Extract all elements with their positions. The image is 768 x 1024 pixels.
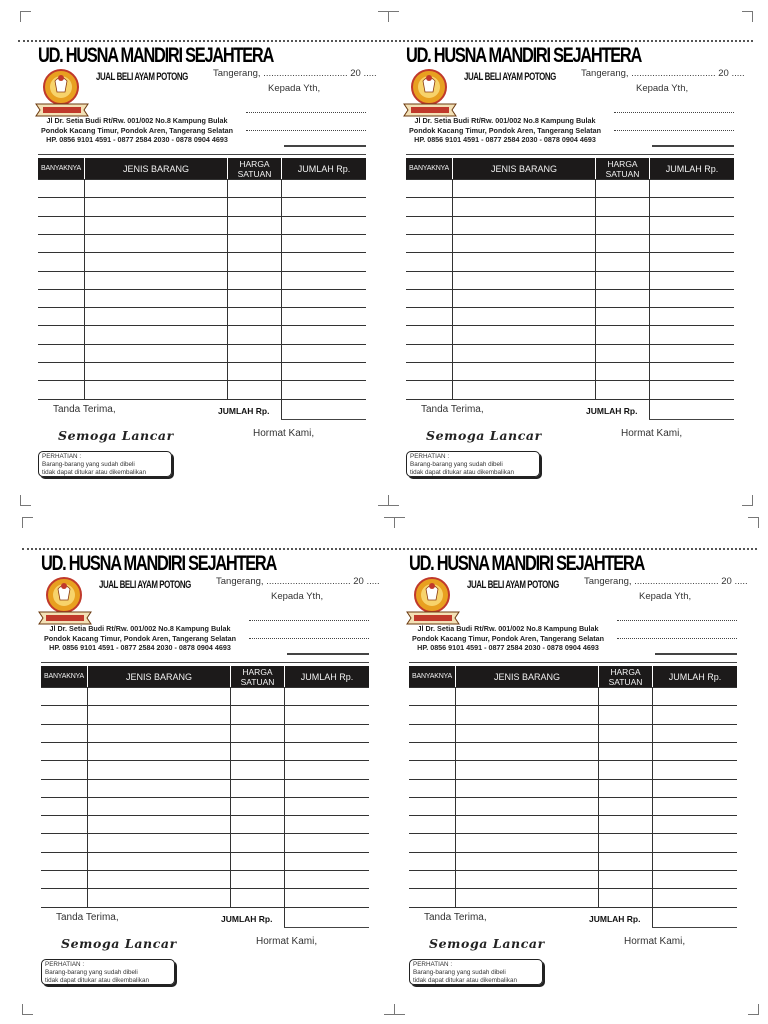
table-row-line (406, 289, 734, 290)
col-jumlah: JUMLAH Rp. (665, 163, 719, 174)
col-banyaknya: BANYAKNYA (41, 165, 81, 172)
slogan: Semoga Lancar (426, 428, 542, 443)
col-jumlah: JUMLAH Rp. (668, 671, 722, 682)
table-row-line (41, 760, 369, 761)
col-banyaknya: BANYAKNYA (412, 673, 452, 680)
company-name: UD. HUSNA MANDIRI SEJAHTERA (41, 552, 277, 575)
signature-sender-label: Hormat Kami, (253, 428, 315, 439)
phone-line: HP. 0856 9101 4591 - 0877 2584 2030 - 0878 0904 4693 (417, 643, 599, 652)
company-address (28, 116, 246, 145)
table-header (38, 158, 366, 179)
table-column-line (84, 179, 85, 399)
rooster-emblem-icon (401, 66, 459, 118)
notice-title: PERHATIAN : (42, 453, 82, 460)
table-row-line (41, 852, 369, 853)
col-satuan-label: SATUAN (605, 168, 640, 179)
recipient-line-3 (652, 145, 734, 147)
table-row-line (409, 687, 737, 688)
company-address (396, 116, 614, 145)
table-column-line (452, 179, 453, 399)
table-row-line (406, 234, 734, 235)
table-column-line (87, 687, 88, 907)
notice-line-1: Barang-barang yang sudah dibeli (413, 969, 506, 976)
table-row-line (38, 380, 366, 381)
company-name: UD. HUSNA MANDIRI SEJAHTERA (409, 552, 645, 575)
table-row-line (406, 216, 734, 217)
recipient-line-1 (249, 620, 369, 621)
table-row-line (406, 380, 734, 381)
notice-line-1: Barang-barang yang sudah dibeli (45, 969, 138, 976)
table-row-line (409, 852, 737, 853)
table-row-line (38, 271, 366, 272)
col-banyaknya: BANYAKNYA (409, 165, 449, 172)
table-row-line (409, 705, 737, 706)
table-column-line (652, 687, 653, 928)
notice-box (406, 451, 540, 477)
table-row-line (409, 779, 737, 780)
col-harga-label: HARGA (239, 158, 270, 169)
rooster-emblem-icon (36, 574, 94, 626)
signature-receiver-label: Tanda Terima, (421, 404, 484, 415)
address-line-2: Pondok Kacang Timur, Pondok Aren, Tangerang Selatan (41, 125, 233, 135)
table-top-rule (38, 154, 366, 155)
col-jenis-barang: JENIS BARANG (490, 163, 557, 174)
crop-mark (748, 517, 759, 528)
crop-mark (748, 1004, 759, 1015)
recipient-label: Kepada Yth, (639, 591, 692, 602)
date-line: Tangerang, ................................ 20 ..... (213, 68, 377, 79)
total-label: JUMLAH Rp. (586, 406, 638, 416)
notice-line-2: tidak dapat ditukar atau dikembalikan (413, 977, 517, 984)
notice-title: PERHATIAN : (413, 961, 453, 968)
cut-line (18, 40, 753, 42)
table-row-line (409, 870, 737, 871)
table-row-line (41, 888, 369, 889)
table-row-line (38, 307, 366, 308)
table-row-line (406, 197, 734, 198)
date-line: Tangerang, ................................ 20 ..... (584, 576, 748, 587)
col-satuan-label: SATUAN (608, 676, 643, 687)
table-column-line (595, 179, 596, 399)
table-row-line (406, 307, 734, 308)
col-jenis-barang: JENIS BARANG (122, 163, 189, 174)
recipient-line-3 (655, 653, 737, 655)
company-address (31, 624, 249, 653)
total-label: JUMLAH Rp. (589, 914, 641, 924)
signature-receiver-label: Tanda Terima, (56, 912, 119, 923)
address-line-1: Jl Dr. Setia Budi Rt/Rw. 001/002 No.8 Kampung Bulak (49, 624, 231, 633)
table-row-line (409, 815, 737, 816)
table-column-line (230, 687, 231, 907)
signature-receiver-label: Tanda Terima, (53, 404, 116, 415)
table-row-line (38, 252, 366, 253)
table-column-line (598, 687, 599, 907)
table-header (41, 666, 369, 687)
table-row-line (38, 179, 366, 180)
crop-mark (22, 1004, 33, 1015)
notice-line-1: Barang-barang yang sudah dibeli (410, 461, 503, 468)
table-top-rule (406, 154, 734, 155)
table-row-line (409, 833, 737, 834)
address-line-1: Jl Dr. Setia Budi Rt/Rw. 001/002 No.8 Kampung Bulak (417, 624, 599, 633)
phone-line: HP. 0856 9101 4591 - 0877 2584 2030 - 0878 0904 4693 (414, 135, 596, 144)
recipient-line-1 (617, 620, 737, 621)
table-column-line (227, 179, 228, 399)
company-name: UD. HUSNA MANDIRI SEJAHTERA (406, 44, 642, 67)
table-row-line (38, 344, 366, 345)
col-satuan-label: SATUAN (240, 676, 275, 687)
total-label: JUMLAH Rp. (221, 914, 273, 924)
address-line-1: Jl Dr. Setia Budi Rt/Rw. 001/002 No.8 Kampung Bulak (414, 116, 596, 125)
recipient-label: Kepada Yth, (271, 591, 324, 602)
col-banyaknya: BANYAKNYA (44, 673, 84, 680)
table-header (409, 666, 737, 687)
crop-mark (742, 495, 753, 506)
phone-line: HP. 0856 9101 4591 - 0877 2584 2030 - 0878 0904 4693 (49, 643, 231, 652)
table-row-line (406, 344, 734, 345)
table-column-line (455, 687, 456, 907)
signature-sender-label: Hormat Kami, (621, 428, 683, 439)
col-jumlah: JUMLAH Rp. (300, 671, 354, 682)
total-box-underline (652, 927, 737, 928)
crop-mark (742, 11, 753, 22)
total-box-underline (281, 419, 366, 420)
table-column-line (649, 179, 650, 420)
receipt-form-bottom-left (31, 552, 380, 992)
tagline: JUAL BELI AYAM POTONG (96, 71, 188, 83)
table-row-line (38, 399, 366, 400)
recipient-line-3 (287, 653, 369, 655)
col-harga-satuan (228, 158, 281, 179)
total-label: JUMLAH Rp. (218, 406, 270, 416)
table-row-line (409, 907, 737, 908)
table-row-line (406, 399, 734, 400)
crop-mark (394, 1004, 405, 1015)
company-address (399, 624, 617, 653)
notice-title: PERHATIAN : (410, 453, 450, 460)
receipt-form-top-right (396, 44, 745, 484)
crop-mark (388, 495, 399, 506)
table-header (406, 158, 734, 179)
table-row-line (406, 179, 734, 180)
address-line-2: Pondok Kacang Timur, Pondok Aren, Tangerang Selatan (409, 125, 601, 135)
total-box-underline (284, 927, 369, 928)
table-row-line (38, 325, 366, 326)
recipient-line-2 (617, 638, 737, 639)
table-row-line (41, 907, 369, 908)
col-jumlah: JUMLAH Rp. (297, 163, 351, 174)
recipient-line-1 (246, 112, 366, 113)
table-row-line (38, 289, 366, 290)
recipient-line-2 (614, 130, 734, 131)
phone-line: HP. 0856 9101 4591 - 0877 2584 2030 - 0878 0904 4693 (46, 135, 228, 144)
col-harga-satuan (231, 666, 284, 687)
notice-title: PERHATIAN : (45, 961, 85, 968)
total-box-underline (649, 419, 734, 420)
table-row-line (409, 724, 737, 725)
crop-mark (20, 495, 31, 506)
table-row-line (41, 687, 369, 688)
recipient-line-2 (249, 638, 369, 639)
table-row-line (406, 252, 734, 253)
table-row-line (41, 870, 369, 871)
table-row-line (406, 271, 734, 272)
slogan: Semoga Lancar (429, 936, 545, 951)
col-jenis-barang: JENIS BARANG (125, 671, 192, 682)
tagline: JUAL BELI AYAM POTONG (99, 579, 191, 591)
table-row-line (38, 362, 366, 363)
crop-mark (388, 11, 399, 22)
table-row-line (406, 362, 734, 363)
table-row-line (41, 779, 369, 780)
table-row-line (406, 325, 734, 326)
signature-sender-label: Hormat Kami, (624, 936, 686, 947)
table-row-line (38, 234, 366, 235)
table-row-line (41, 742, 369, 743)
notice-line-2: tidak dapat ditukar atau dikembalikan (410, 469, 514, 476)
recipient-label: Kepada Yth, (268, 83, 321, 94)
table-column-line (284, 687, 285, 928)
signature-receiver-label: Tanda Terima, (424, 912, 487, 923)
table-row-line (409, 742, 737, 743)
notice-box (41, 959, 175, 985)
receipt-form-bottom-right (399, 552, 748, 992)
notice-line-2: tidak dapat ditukar atau dikembalikan (45, 977, 149, 984)
table-row-line (41, 797, 369, 798)
col-jenis-barang: JENIS BARANG (493, 671, 560, 682)
col-harga-label: HARGA (607, 158, 638, 169)
table-row-line (409, 797, 737, 798)
col-harga-satuan (596, 158, 649, 179)
notice-box (38, 451, 172, 477)
crop-mark (22, 517, 33, 528)
recipient-line-2 (246, 130, 366, 131)
table-row-line (38, 197, 366, 198)
crop-mark (20, 11, 31, 22)
rooster-emblem-icon (404, 574, 462, 626)
col-harga-label: HARGA (610, 666, 641, 677)
notice-line-1: Barang-barang yang sudah dibeli (42, 461, 135, 468)
address-line-2: Pondok Kacang Timur, Pondok Aren, Tangerang Selatan (44, 633, 236, 643)
table-row-line (41, 815, 369, 816)
date-line: Tangerang, ................................ 20 ..... (216, 576, 380, 587)
rooster-emblem-icon (33, 66, 91, 118)
col-harga-satuan (599, 666, 652, 687)
table-row-line (409, 760, 737, 761)
signature-sender-label: Hormat Kami, (256, 936, 318, 947)
recipient-label: Kepada Yth, (636, 83, 689, 94)
address-line-2: Pondok Kacang Timur, Pondok Aren, Tangerang Selatan (412, 633, 604, 643)
slogan: Semoga Lancar (61, 936, 177, 951)
col-harga-label: HARGA (242, 666, 273, 677)
table-row-line (38, 216, 366, 217)
table-row-line (41, 833, 369, 834)
crop-mark (394, 517, 405, 528)
table-row-line (409, 888, 737, 889)
table-row-line (41, 705, 369, 706)
cut-line (22, 548, 757, 550)
table-row-line (41, 724, 369, 725)
tagline: JUAL BELI AYAM POTONG (467, 579, 559, 591)
date-line: Tangerang, ................................ 20 ..... (581, 68, 745, 79)
recipient-line-1 (614, 112, 734, 113)
table-top-rule (41, 662, 369, 663)
notice-box (409, 959, 543, 985)
receipt-form-top-left (28, 44, 377, 484)
table-top-rule (409, 662, 737, 663)
slogan: Semoga Lancar (58, 428, 174, 443)
notice-line-2: tidak dapat ditukar atau dikembalikan (42, 469, 146, 476)
recipient-line-3 (284, 145, 366, 147)
table-column-line (281, 179, 282, 420)
company-name: UD. HUSNA MANDIRI SEJAHTERA (38, 44, 274, 67)
tagline: JUAL BELI AYAM POTONG (464, 71, 556, 83)
address-line-1: Jl Dr. Setia Budi Rt/Rw. 001/002 No.8 Kampung Bulak (46, 116, 228, 125)
col-satuan-label: SATUAN (237, 168, 272, 179)
